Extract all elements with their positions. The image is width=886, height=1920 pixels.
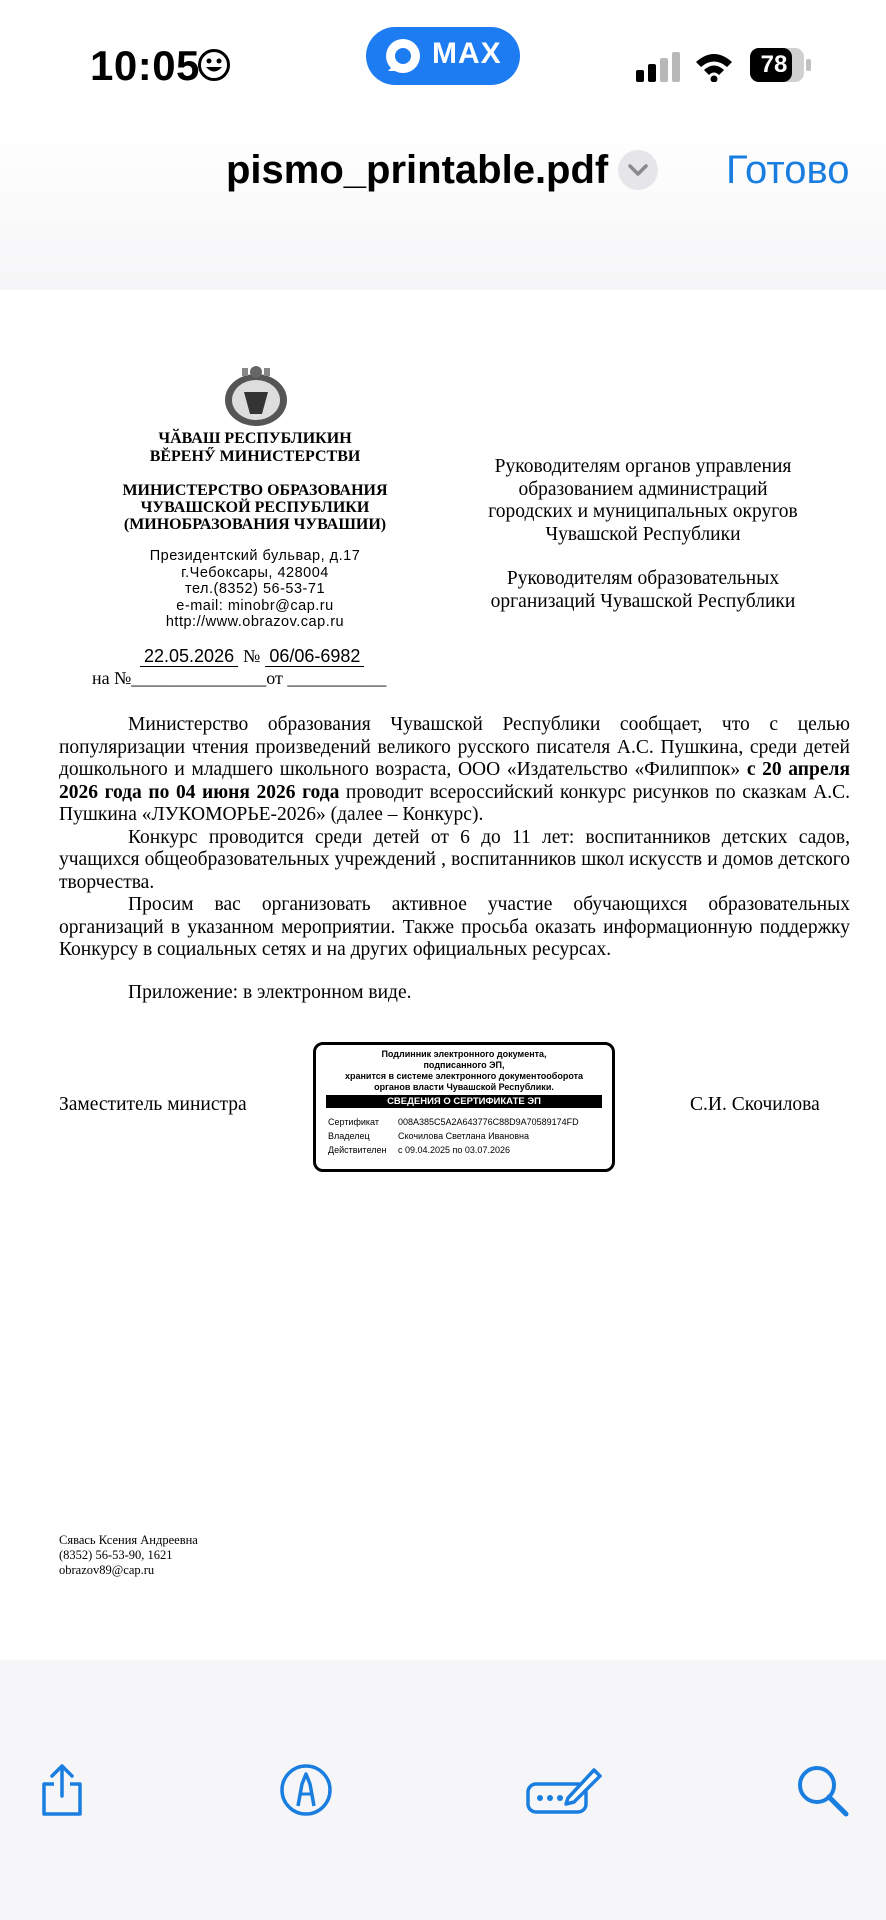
signer-name: С.И. Скочилова <box>690 1094 820 1115</box>
stamp-label: Владелец <box>328 1131 370 1141</box>
signer-title: Заместитель министра <box>59 1094 247 1115</box>
stamp-header-line: подписанного ЭП, <box>423 1060 505 1070</box>
paragraph-1 <box>59 714 850 827</box>
address-line: Президентский бульвар, д.17 <box>149 548 361 564</box>
bottom-toolbar <box>0 1660 886 1920</box>
markup-icon[interactable] <box>276 1760 336 1820</box>
paragraph-3: Просим вас организовать активное участие обучающихся образовательных организаций в указанном мероприятии. Также просьба оказать информационную поддержку Конкурсу в социальных сетях и на других официальных ресурсах. <box>59 894 850 960</box>
org-header-russian <box>90 482 420 533</box>
address-line: г.Чебоксары, 428004 <box>181 564 329 581</box>
org-header-line: ЧУВАШСКОЙ РЕСПУБЛИКИ <box>140 499 370 516</box>
recipient-line: образованием администраций <box>518 478 768 500</box>
stamp-header-line: хранится в системе электронного документооборота <box>344 1071 584 1081</box>
stamp-title-bar: СВЕДЕНИЯ О СЕРТИФИКАТЕ ЭП <box>326 1095 602 1108</box>
paragraph-text: проводит всероссийский конкурс рисунков по сказкам А.С. Пушкина «ЛУКОМОРЬЕ-2026» (далее – Конкурс). <box>59 781 850 825</box>
coat-of-arms-icon <box>222 362 290 428</box>
address-line: e-mail: minobr@cap.ru <box>176 597 334 614</box>
done-button[interactable]: Готово <box>726 148 850 192</box>
attachment-note: Приложение: в электронном виде. <box>128 982 412 1003</box>
paragraph-text: Министерство образования Чувашской Республики сообщает, что с целью популяризации чтения произведений великого русского писателя А.С. Пушкина, среди детей дошкольного и младшего школьного возраста, ООО «Издательство «Филиппок» <box>59 714 850 780</box>
smiley-icon <box>197 48 231 82</box>
recipient-line: городских и муниципальных округов <box>488 501 798 522</box>
stamp-header <box>316 1049 612 1093</box>
stamp-label: Сертификат <box>328 1117 379 1127</box>
recipient-line: организаций Чувашской Республики <box>490 590 796 612</box>
battery-indicator <box>750 48 812 82</box>
max-app-pill[interactable] <box>366 27 520 85</box>
recipient-line: Руководителям образовательных <box>506 568 780 589</box>
clock: 10:05 <box>90 42 200 89</box>
title-menu-button[interactable] <box>618 150 658 190</box>
max-logo-icon <box>384 37 422 75</box>
paragraph-bold-dates: с 20 апреля 2026 года по 04 июня 2026 года <box>59 759 850 803</box>
address-line: тел.(8352) 56-53-71 <box>184 581 326 597</box>
nav-bar <box>0 120 886 290</box>
executor-contacts <box>59 1533 198 1578</box>
wifi-icon <box>694 50 734 82</box>
stamp-header-line: органов власти Чувашской Республики. <box>374 1082 554 1092</box>
stamp-header-line: Подлинник электронного документа, <box>381 1049 547 1059</box>
org-header-line: (МИНОБРАЗОВАНИЯ ЧУВАШИИ) <box>123 516 387 533</box>
number-sign: № <box>243 646 261 666</box>
registration-number: 06/06-6982 <box>265 646 364 667</box>
letter-body <box>59 714 850 962</box>
org-address <box>90 548 420 631</box>
address-line: http://www.obrazov.cap.ru <box>165 614 345 630</box>
stamp-value: 008A385C5A2A643776C88D9A70589174FD <box>398 1117 579 1127</box>
recipients-block-1 <box>470 456 816 546</box>
stamp-cert-row <box>328 1117 579 1127</box>
recipients-block-2 <box>470 568 816 613</box>
stamp-value: Скочилова Светлана Ивановна <box>398 1131 530 1141</box>
chevron-down-icon <box>618 150 658 190</box>
paragraph-2: Конкурс проводится среди детей от 6 до 11 лет: воспитанников детских садов, учащихся общеобразовательных учреждений , воспитанников школ искусств и домов детского творчества. <box>59 826 850 893</box>
signature-icon[interactable] <box>524 1760 604 1820</box>
search-icon[interactable] <box>792 1760 852 1820</box>
cellular-signal-icon <box>636 52 680 82</box>
share-icon[interactable] <box>32 1760 92 1820</box>
org-header-chuvash <box>90 430 420 466</box>
stamp-owner-row <box>328 1131 529 1141</box>
registration-date: 22.05.2026 <box>140 646 238 667</box>
e-signature-stamp <box>313 1042 615 1172</box>
executor-line: Сявась Ксения Андреевна <box>59 1533 198 1547</box>
recipient-line: Руководителям органов управления <box>494 456 792 477</box>
org-header-line: ВĔРЕНӲ МИНИСТЕРСТВИ <box>149 448 361 465</box>
stamp-label: Действителен <box>328 1145 387 1155</box>
stamp-value: с 09.04.2025 по 03.07.2026 <box>398 1145 510 1155</box>
recipient-line: Чувашской Республики <box>545 523 741 545</box>
registration-line <box>140 646 364 667</box>
executor-line: obrazov89@cap.ru <box>59 1563 155 1577</box>
reply-reference-line: на №_______________от ___________ <box>92 668 387 688</box>
stamp-valid-row <box>328 1145 510 1155</box>
battery-level: 78 <box>760 51 788 78</box>
status-bar <box>0 0 886 120</box>
executor-line: (8352) 56-53-90, 1621 <box>59 1548 173 1562</box>
document-title[interactable]: pismo_printable.pdf <box>226 148 609 192</box>
document-page <box>0 290 886 1660</box>
org-header-line: ЧӐВАШ РЕСПУБЛИКИН <box>158 430 352 447</box>
max-label: MAX <box>432 37 502 70</box>
org-header-line: МИНИСТЕРСТВО ОБРАЗОВАНИЯ <box>122 482 388 499</box>
